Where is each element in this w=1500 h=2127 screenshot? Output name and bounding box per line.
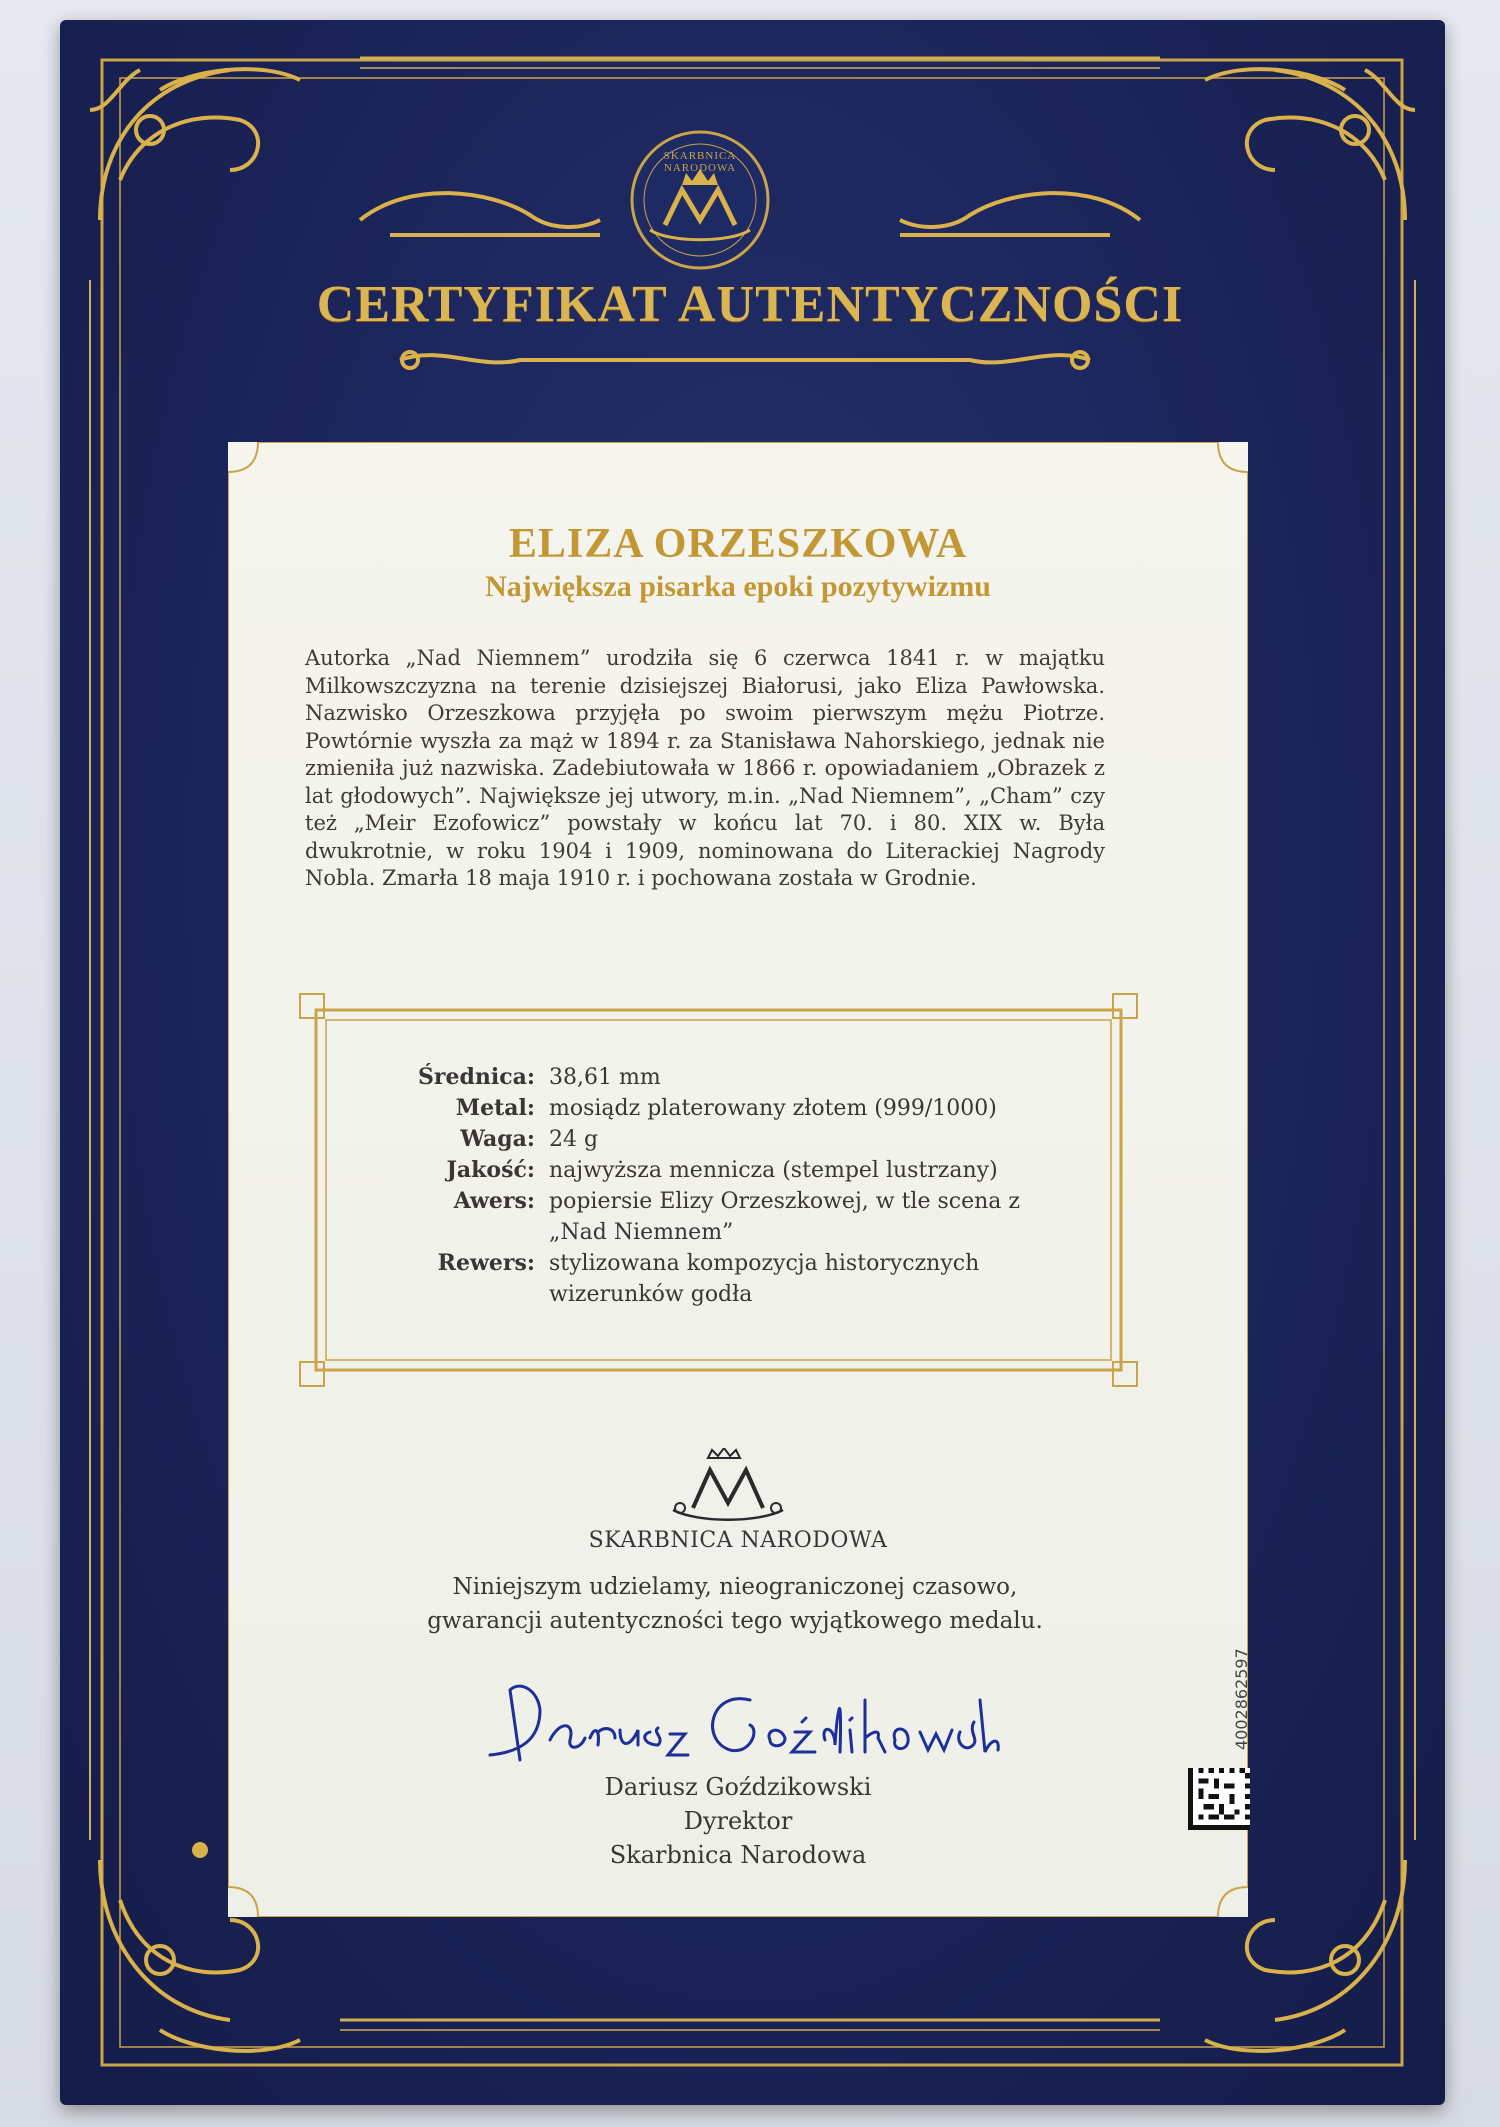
spec-label: Jakość:: [446, 1157, 535, 1183]
serial-number: [1232, 1726, 1251, 1750]
guarantee-line: gwarancji autentyczności tego wyjątkowego medalu.: [427, 1608, 1043, 1634]
spec-value: stylizowana kompozycja historycznych wizerunków godła: [549, 1251, 980, 1307]
guarantee-line: Niniejszym udzielamy, nieograniczonej czasowo,: [452, 1574, 1018, 1600]
spec-row: [360, 1248, 1080, 1310]
seal-logo-icon: [620, 125, 780, 275]
spec-value: 24 g: [549, 1127, 599, 1152]
spec-label: Rewers:: [437, 1250, 535, 1276]
spec-value: 38,61 mm: [549, 1065, 661, 1090]
medal-name: ELIZA ORZESZKOWA: [508, 521, 968, 567]
corner-ornament-icon: [90, 69, 300, 220]
datamatrix-code-icon: [1188, 1768, 1250, 1830]
spec-row: [360, 1062, 1080, 1093]
brand-name: SKARBNICA NARODOWA: [588, 1528, 888, 1553]
medal-bio: Autorka „Nad Niemnem” urodziła się 6 czerwca 1841 r. w majątku Milkowszczyzna na terenie dzisiejszej Białorusi, jako Eliza Pawłowska. Nazwisko Orzeszkowa przyjęła po swoim pierwszym mężu Piotrze. Powtórnie wyszła za mąż w 1894 r. za Stanisława Nahorskiego, jednak nie zmieniła już nazwiska. Zadebiutowała w 1866 r. opowiadaniem „Obrazek z lat głodowych”. Największe jej utwory, m.in. „Nad Niemnem”, „Cham” czy też „Meir Ezofowicz” powstały w końcu lat 70. i 80. XIX w. Była dwukrotnie, w roku 1904 i 1909, nominowana do Literackiej Nagrody Nobla. Zmarła 18 maja 1910 r. i pochowana została w Grodnie.: [305, 646, 1105, 890]
spec-value: mosiądz platerowany złotem (999/1000): [549, 1096, 997, 1121]
seal-text: SKARBNICA NARODOWA: [663, 150, 737, 174]
signer-org: Skarbnica Narodowa: [609, 1841, 867, 1869]
spec-row: [360, 1186, 1080, 1248]
spec-label: Średnica:: [418, 1064, 535, 1090]
signer-name: Dariusz Goździkowski: [604, 1773, 872, 1801]
brand-logo-icon: [668, 1448, 788, 1528]
signer-block: [228, 1770, 1248, 1872]
medal-subtitle: Największa pisarka epoki pozytywizmu: [485, 570, 991, 603]
spec-row: [360, 1155, 1080, 1186]
spec-row: [360, 1124, 1080, 1155]
signature-image: [480, 1660, 1000, 1770]
spec-value: najwyższa mennicza (stempel lustrzany): [549, 1158, 998, 1183]
spec-row: [360, 1093, 1080, 1124]
certificate-title: CERTYFIKAT AUTENTYCZNOŚCI: [316, 276, 1184, 333]
spec-value: popiersie Elizy Orzeszkowej, w tle scena z „Nad Niemnem”: [549, 1189, 1020, 1245]
spec-label: Waga:: [460, 1126, 535, 1152]
signer-title: Dyrektor: [683, 1807, 793, 1835]
spec-label: Metal:: [455, 1095, 535, 1121]
specs-list: [360, 1062, 1080, 1310]
spec-label: Awers:: [453, 1188, 535, 1214]
guarantee-text: [300, 1570, 1170, 1638]
